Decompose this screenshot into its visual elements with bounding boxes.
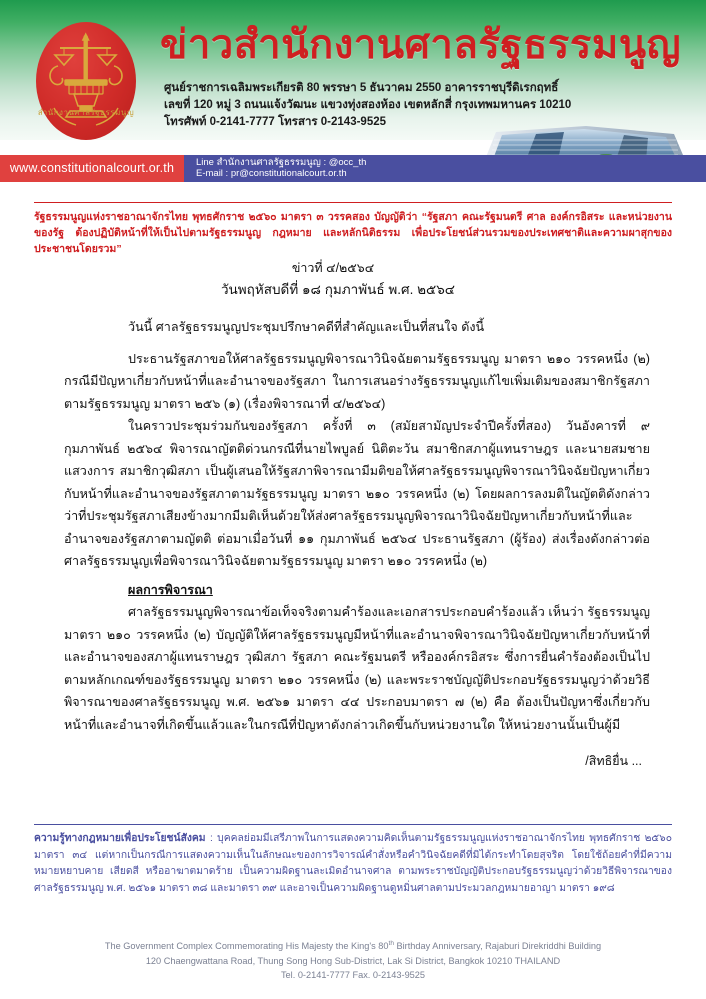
constitution-quote-block [0,202,706,257]
constitution-quote-text: รัฐธรรมนูญแห่งราชอาณาจักรไทย พุทธศักราช ๒๕๖๐ มาตรา ๓ วรรคสอง บัญญัติว่า “รัฐสภา คณะรัฐมนตรี ศาล องค์กรอิสระ และหน่วยงานของรัฐ ต้องปฏิบัติหน้าที่ให้เป็นไปตามรัฐธรรมนูญ กฎหมาย และหลักนิติธรรม เพื่อประโยชน์ส่วนรวมของประเทศชาติและความผาสุกของประชาชนโดยรวม” [34,211,672,255]
email-contact[interactable]: E-mail : pr@constitutionalcourt.or.th [196,168,347,179]
line-contact: Line สำนักงานศาลรัฐธรรมนูญ : @occ_th [196,157,367,168]
footer-ordinal-suffix: th [388,940,394,947]
legal-note-text [34,831,672,897]
intro-divider [34,202,672,203]
document-body [64,316,650,773]
contact-details [184,155,706,182]
results-subheading-label: ผลการพิจารณา [128,582,213,597]
news-number: ข่าวที่ ๔/๒๕๖๔ [291,261,375,275]
body-paragraph-1: วันนี้ ศาลรัฐธรรมนูญประชุมปรึกษาคดีที่สำคัญและเป็นที่สนใจ ดังนี้ [128,320,485,334]
news-date: วันพฤหัสบดีที่ ๑๘ กุมภาพันธ์ พ.ศ. ๒๕๖๔ [220,282,456,297]
banner-address-line-2: เลขที่ 120 หมู่ 3 ถนนแจ้งวัฒนะ แขวงทุ่งสองห้อง เขตหลักสี่ กรุงเทพมหานคร 10210 [164,99,572,111]
legal-knowledge-note [34,824,672,897]
contact-bar [0,155,706,182]
court-emblem [24,16,146,146]
results-subheading [64,579,650,602]
body-paragraph-2: ประธานรัฐสภาขอให้ศาลรัฐธรรมนูญพิจารณาวินิจฉัยตามรัฐธรรมนูญ มาตรา ๒๑๐ วรรคหนึ่ง (๒) กรณีมีปัญหาเกี่ยวกับหน้าที่และอำนาจของรัฐสภา ในการเสนอร่างรัฐธรรมนูญแก้ไขเพิ่มเติมของสมาชิกรัฐสภา ตามรัฐธรรมนูญ มาตรา ๒๕๖ (๑) (เรื่องพิจารณาที่ ๔/๒๕๖๔) [64,351,650,411]
emblem-ring-label: สำนักงานศาลรัฐธรรมนูญ [37,108,135,117]
body-paragraph-4: ศาลรัฐธรรมนูญพิจารณาข้อเท็จจริงตามคำร้องและเอกสารประกอบคำร้องแล้ว เห็นว่า รัฐธรรมนูญ มาตรา ๒๑๐ วรรคหนึ่ง (๒) บัญญัติให้ศาลรัฐธรรมนูญมีหน้าที่และอำนาจพิจารณาวินิจฉัยปัญหาเกี่ยวกับหน้าที่และอำนาจของสภาผู้แทนราษฎร วุฒิสภา รัฐสภา คณะรัฐมนตรี หรือองค์กรอิสระ ซึ่งการยื่นคำร้องต้องเป็นไปตามหลักเกณฑ์ของรัฐธรรมนูญ มาตรา ๒๑๐ วรรคหนึ่ง (๒) และพระราชบัญญัติประกอบรัฐธรรมนูญว่าด้วยวิธีพิจารณาของศาลรัฐธรรมนูญ พ.ศ. ๒๕๖๑ มาตรา ๔๔ ประกอบมาตรา ๗ (๒) คือ ต้องเป็นปัญหาซึ่งเกี่ยวกับหน้าที่และอำนาจที่เกิดขึ้นแล้วและในกรณีที่ปัญหาดังกล่าวเกิดขึ้นกับหน่วยงานใด ให้หน่วยงานนั้นเป็นผู้มี [64,605,650,732]
footer-line-2: 120 Chaengwattana Road, Thung Song Hong Sub-District, Lak Si District, Bangkok 10210 THAILAND [145,955,561,966]
legal-note-body: : บุคคลย่อมมีเสรีภาพในการแสดงความคิดเห็นตามรัฐธรรมนูญแห่งราชอาณาจักรไทย พุทธศักราช ๒๕๖๐ มาตรา ๓๔ แต่หากเป็นกรณีการแสดงความเห็นในลักษณะของการวิจารณ์คำสั่งหรือคำวินิจฉัยคดีที่มิได้กระทำโดยสุจริต โดยใช้ถ้อยคำที่มีความหมายหยาบคาย เสียดสี หรืออาฆาตมาดร้าย เป็นความผิดฐานละเมิดอำนาจศาล ตามพระราชบัญญัติประกอบรัฐธรรมนูญว่าด้วยวิธีพิจารณาของศาลรัฐธรรมนูญ พ.ศ. ๒๕๖๑ มาตรา ๓๘ และมาตรา ๓๙ และอาจเป็นความผิดฐานดูหมิ่นศาลตามประมวลกฎหมายอาญา มาตรา ๑๙๘ [34,833,672,894]
body-paragraph-3: ในคราวประชุมร่วมกันของรัฐสภา ครั้งที่ ๓ (สมัยสามัญประจำปีครั้งที่สอง) วันอังคารที่ ๙ กุมภาพันธ์ ๒๕๖๔ พิจารณาญัตติด่วนกรณีที่นายไพบูลย์ นิติตะวัน สมาชิกสภาผู้แทนราษฎร และนายสมชาย แสวงการ สมาชิกวุฒิสภา เป็นผู้เสนอให้รัฐสภาพิจารณามีมติขอให้ศาลรัฐธรรมนูญพิจารณาวินิจฉัยปัญหาเกี่ยวกับหน้าที่และอำนาจของรัฐสภาตามรัฐธรรมนูญ มาตรา ๒๑๐ วรรคหนึ่ง (๒) โดยผลการลงมติในญัตติดังกล่าวว่าที่ประชุมรัฐสภาเสียงข้างมากมีมติเห็นด้วยให้ส่งศาลรัฐธรรมนูญพิจารณาวินิจฉัยปัญหาเกี่ยวกับหน้าที่และอำนาจของรัฐสภาตามญัตติ ต่อมาเมื่อวันที่ ๑๑ กุมภาพันธ์ ๒๕๖๔ ประธานรัฐสภา (ผู้ร้อง) ส่งเรื่องดังกล่าวต่อศาลรัฐธรรมนูญเพื่อพิจารณาวินิจฉัยตามรัฐธรรมนูญ มาตรา ๒๑๐ วรรคหนึ่ง (๒) [64,419,650,568]
english-footer [0,937,706,983]
footer-line-1 [0,937,706,954]
banner-title: ข่าวสำนักงานศาลรัฐธรรมนูญ [160,23,682,67]
footer-line-1b: Birthday Anniversary, Rajaburi Direkriddhi Building [393,941,602,952]
footer-line-3: Tel. 0-2141-7777 Fax. 0-2143-9525 [280,970,426,981]
legal-note-label: ความรู้ทางกฎหมายเพื่อประโยชน์สังคม [34,833,206,844]
footer-line-1a: The Government Complex Commemorating His Majesty the King's 80 [104,941,389,952]
website-url[interactable]: www.constitutionalcourt.or.th [0,155,184,182]
banner-address-line-1: ศูนย์ราชการเฉลิมพระเกียรติ 80 พรรษา 5 ธันวาคม 2550 อาคารราชบุรีดิเรกฤทธิ์ [164,82,559,94]
banner-phone-line: โทรศัพท์ 0-2141-7777 โทรสาร 0-2143-9525 [164,116,387,128]
page-header-banner [0,0,706,196]
page-continuation-note: /สิทธิยื่น ... [585,754,642,768]
legal-divider [34,824,672,825]
